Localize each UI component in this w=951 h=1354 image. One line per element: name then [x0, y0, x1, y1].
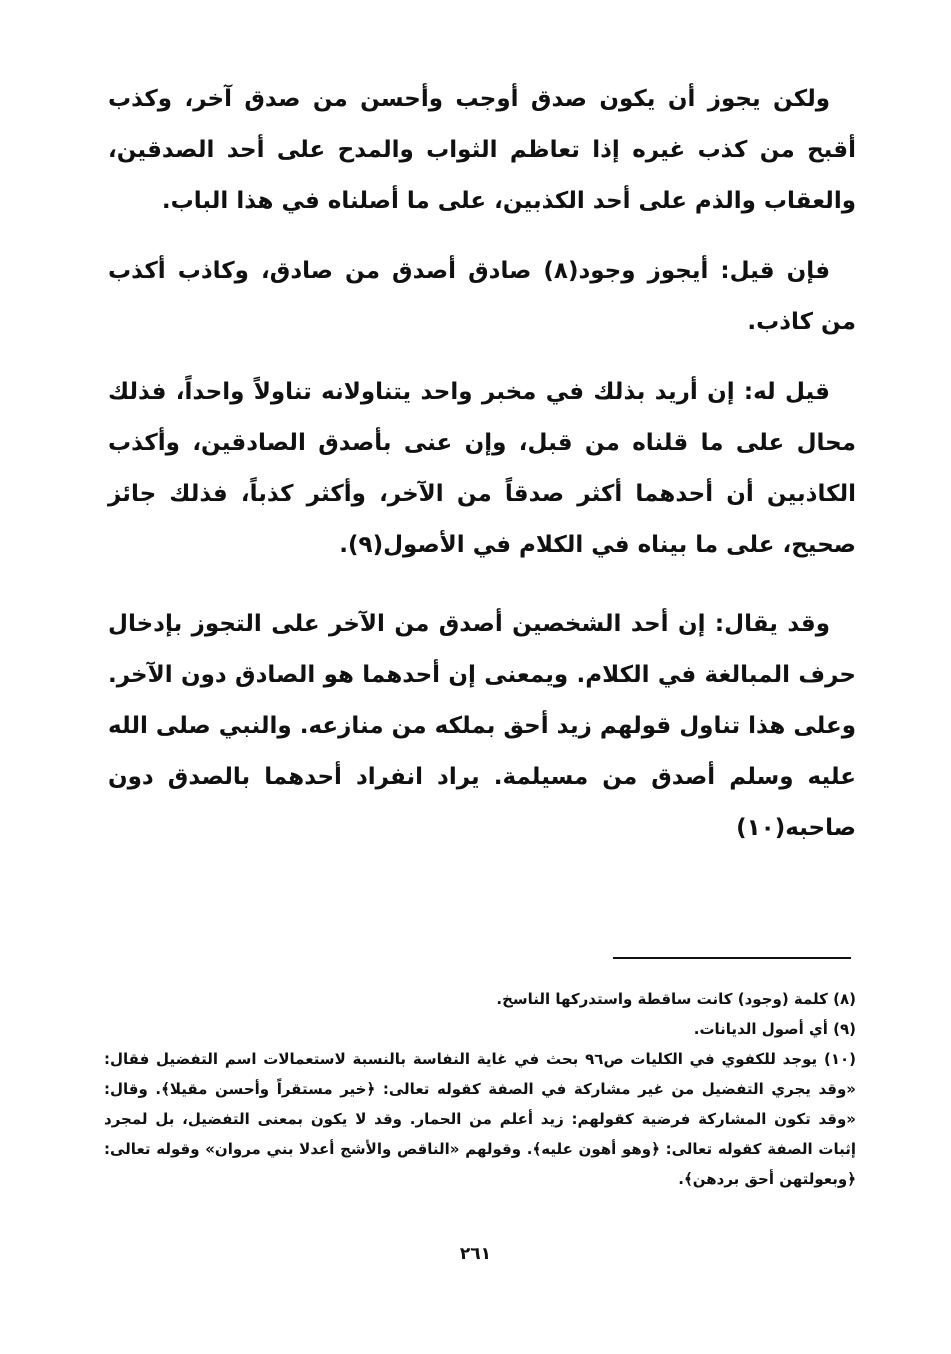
paragraph: قيل له: إن أريد بذلك في مخبر واحد يتناولانه تناولاً واحداً، فذلك محال على ما قلناه من قبل، وإن عنى بأصدق الصادقين، وأكذب الكاذبين أن أحدهما أكثر صدقاً من الآخر، وأكثر كذباً، فذلك جائز صحيح، على ما بيناه في الكلام في الأصول(٩). [108, 379, 856, 558]
footnote-10: (١٠) يوجد للكفوي في الكليات ص٩٦ بحث في غاية النفاسة بالنسبة لاستعمالات اسم التفضيل فقال: «وقد يجري التفضيل من غير مشاركة في الصفة كقوله تعالى: ﴿خير مستقراً وأحسن مقيلا﴾. وقال: «وقد تكون المشاركة فرضية كقولهم: زيد أعلم من الحمار. وقد لا يكون بمعنى التفضيل، بل لمجرد إثبات الصفة كقوله تعالى: ﴿وهو أهون عليه﴾. وقولهم «الناقص والأشج أعدلا بني مروان» وقوله تعالى: ﴿وبعولتهن أحق بردهن﴾. [104, 1050, 857, 1188]
page-number: ٢٦١ [459, 1244, 492, 1264]
paragraph: ولكن يجوز أن يكون صدق أوجب وأحسن من صدق آخر، وكذب أقبح من كذب غيره إذا تعاظم الثواب والمدح على أحد الصدقين، والعقاب والذم على أحد الكذبين، على ما أصلناه في هذا الباب. [108, 86, 856, 214]
footnote-8: (٨) كلمة (وجود) كانت ساقطة واستدركها الناسخ. [496, 990, 856, 1008]
main-text [108, 74, 856, 873]
paragraph: وقد يقال: إن أحد الشخصين أصدق من الآخر على التجوز بإدخال حرف المبالغة في الكلام. ويمعنى إن أحدهما هو الصادق دون الآخر. وعلى هذا تناول قولهم زيد أحق بملكه من منازعه. والنبي صلى الله عليه وسلم أصدق من مسيلمة. يراد انفراد أحدهما بالصدق دون صاحبه(١٠) [108, 611, 856, 841]
footnotes [104, 984, 856, 1194]
footnote-9: (٩) أي أصول الديانات. [693, 1020, 856, 1038]
footnote-separator [613, 957, 851, 959]
paragraph: فإن قيل: أيجوز وجود(٨) صادق أصدق من صادق، وكاذب أكذب من كاذب. [108, 258, 856, 335]
